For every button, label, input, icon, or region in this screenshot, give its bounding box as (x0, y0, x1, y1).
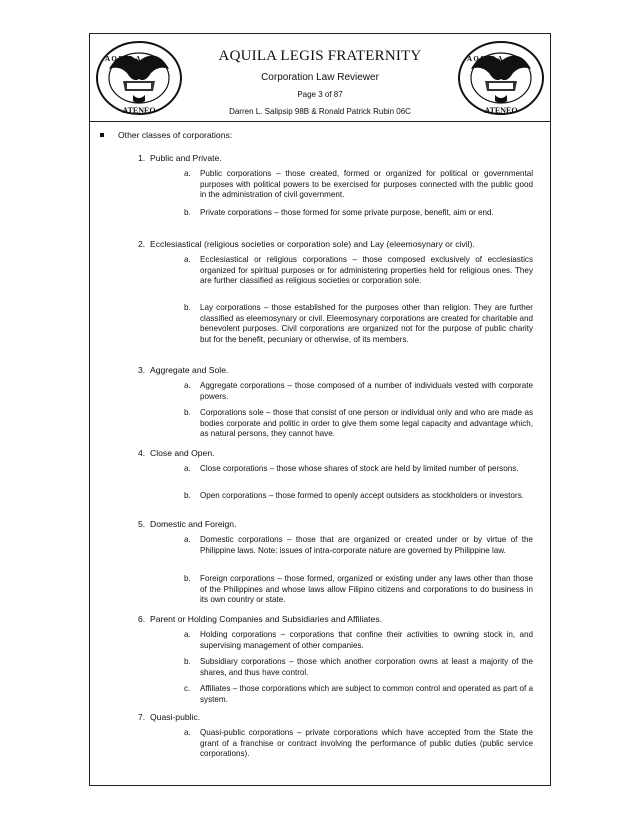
sub-text: Quasi-public corporations – private corporations which have accepted from the State the grant of a franchise or contract involving the performance of public duties (public service corporations). (200, 728, 533, 759)
sub-item (184, 574, 533, 606)
item-number: 5. (138, 519, 146, 529)
sub-letter: a. (184, 255, 191, 264)
sub-letter: b. (184, 408, 191, 417)
sub-item (184, 255, 533, 287)
sub-text: Affiliates – those corporations which are subject to common control and operated as part of a system. (200, 684, 533, 704)
sub-item (184, 408, 533, 440)
sub-letter: b. (184, 303, 191, 312)
sub-text: Domestic corporations – those that are organized or created under or by virtue of the Philippine laws. Note: issues of intra-corporate nature are governed by Philippine law. (200, 535, 533, 555)
sub-letter: b. (184, 574, 191, 583)
sub-text: Aggregate corporations – those composed of a number of individuals vested with corporate powers. (200, 381, 533, 401)
item-number: 1. (138, 153, 146, 163)
intro-text: Other classes of corporations: (118, 130, 233, 140)
sub-letter: b. (184, 491, 191, 500)
item-title: Quasi-public. (150, 712, 201, 722)
item-number: 6. (138, 614, 146, 624)
list-item (138, 239, 475, 249)
sub-item (184, 381, 533, 402)
svg-text:A Q U I L A: A Q U I L A (105, 55, 141, 63)
sub-letter: a. (184, 169, 191, 178)
list-item (138, 712, 201, 722)
item-title: Parent or Holding Companies and Subsidiaries and Affiliates. (150, 614, 383, 624)
sub-letter: c. (184, 684, 191, 693)
sub-text: Subsidiary corporations – those which another corporation owns at least a majority of the shares, and thus have control. (200, 657, 533, 677)
svg-text:ATENEO: ATENEO (484, 106, 518, 115)
item-title: Domestic and Foreign. (150, 519, 237, 529)
list-item (138, 519, 237, 529)
item-number: 2. (138, 239, 146, 249)
list-item (138, 614, 383, 624)
sub-item (184, 169, 533, 201)
sub-item (184, 684, 533, 705)
header-authors: Darren L. Salipsip 98B & Ronald Patrick Rubin 06C (229, 107, 411, 116)
bullet-icon (100, 133, 104, 137)
sub-item (184, 630, 533, 651)
list-item (138, 153, 222, 163)
sub-text: Foreign corporations – those formed, organized or existing under any laws other than those of the Philippines and whose laws allow Filipino citizens and corporations to do business in its own country or state. (200, 574, 533, 605)
intro-line (118, 130, 232, 140)
sub-letter: b. (184, 208, 191, 217)
sub-text: Corporations sole – those that consist of one person or individual only and who are made as bodies corporate and politic in order to give them some legal capacity and advantage which, as natural persons, they cannot have. (200, 408, 533, 439)
svg-text:ATENEO: ATENEO (122, 106, 156, 115)
item-title: Aggregate and Sole. (150, 365, 229, 375)
item-title: Close and Open. (150, 448, 215, 458)
list-item (138, 448, 215, 458)
sub-letter: b. (184, 657, 191, 666)
sub-letter: a. (184, 535, 191, 544)
header-title: AQUILA LEGIS FRATERNITY (218, 48, 422, 64)
sub-letter: a. (184, 728, 191, 737)
sub-text: Lay corporations – those established for the purposes other than religion. They are further classified as eleemosynary or civil. Eleemosynary corporations are created for charitable and benevolent purposes. Civil corporations are organized not for the purpose of public charity but for the benefit, pecuniary or otherwise, of its members. (200, 303, 533, 344)
sub-text: Public corporations – those created, formed or organized for political or governmental purposes with political powers to be exercised for purposes connected with the public good in the administration of civil government. (200, 169, 533, 200)
sub-letter: a. (184, 381, 191, 390)
sub-letter: a. (184, 464, 191, 473)
sub-item (184, 303, 533, 345)
sub-text: Holding corporations – corporations that confine their activities to owning stock in, and supervising management of other companies. (200, 630, 533, 650)
item-number: 4. (138, 448, 146, 458)
sub-text: Close corporations – those whose shares of stock are held by limited number of persons. (200, 464, 519, 473)
sub-letter: a. (184, 630, 191, 639)
sub-item (184, 491, 533, 502)
page-header (90, 34, 550, 122)
page-number: Page 3 of 87 (297, 90, 343, 99)
sub-item (184, 728, 533, 760)
sub-text: Ecclesiastical or religious corporations – those composed exclusively of ecclesiastics organized for spiritual purposes or for administering properties held for religious ones. They are further classified as religious societies or corporation sole. (200, 255, 533, 286)
svg-text:A Q U I L A: A Q U I L A (467, 55, 503, 63)
sub-item (184, 464, 533, 475)
item-number: 7. (138, 712, 146, 722)
item-title: Public and Private. (150, 153, 222, 163)
page-frame (89, 33, 551, 786)
item-number: 3. (138, 365, 146, 375)
sub-item (184, 657, 533, 678)
sub-item (184, 208, 533, 219)
sub-text: Private corporations – those formed for some private purpose, benefit, aim or end. (200, 208, 494, 217)
sub-text: Open corporations – those formed to openly accept outsiders as stockholders or investors. (200, 491, 524, 500)
sub-item (184, 535, 533, 556)
list-item (138, 365, 229, 375)
header-subtitle: Corporation Law Reviewer (261, 72, 379, 83)
item-title: Ecclesiastical (religious societies or corporation sole) and Lay (eleemosynary or civil). (150, 239, 475, 249)
fraternity-seal-logo (455, 39, 547, 117)
